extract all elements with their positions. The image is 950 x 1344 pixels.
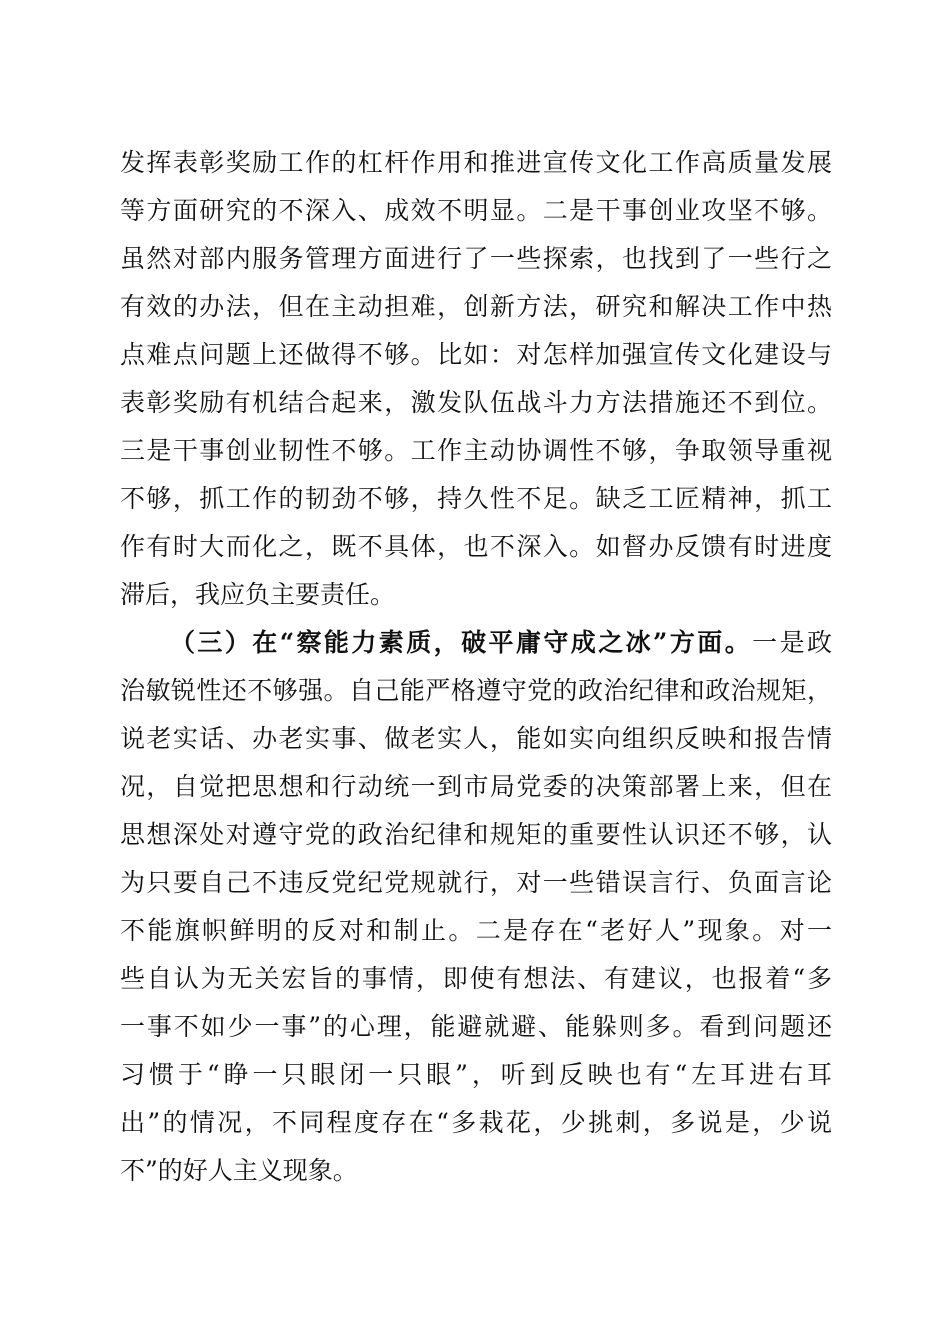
text-line: 不”的好人主义现象。 (120, 1156, 358, 1185)
section-3-first-line (120, 619, 832, 667)
text-line: 点难点问题上还做得不够。比如：对怎样加强宣传文化建设与 (120, 340, 832, 369)
body-text (120, 139, 832, 1195)
section-3-heading: （三）在“察能力素质，破平庸守成之冰”方面。 (170, 628, 753, 657)
text-line: 虽然对部内服务管理方面进行了一些探索，也找到了一些行之 (120, 244, 832, 273)
text-line: 些自认为无关宏旨的事情，即使有想法、有建议，也报着“多 (120, 964, 832, 993)
text-line: 三是干事创业韧性不够。工作主动协调性不够，争取领导重视 (120, 436, 832, 465)
section-3-first-line-rest: 一是政 (752, 628, 832, 657)
text-line: 一事不如少一事”的心理，能避就避、能躲则多。看到问题还 (120, 1012, 832, 1041)
text-line: 有效的办法，但在主动担难，创新方法，研究和解决工作中热 (120, 292, 832, 321)
text-line: 不能旗帜鲜明的反对和制止。二是存在“老好人”现象。对一 (120, 916, 832, 945)
text-line: 作有时大而化之，既不具体，也不深入。如督办反馈有时进度 (120, 532, 832, 561)
text-line: 滞后，我应负主要责任。 (120, 580, 396, 609)
text-line: 治敏锐性还不够强。自己能严格遵守党的政治纪律和政治规矩， (120, 676, 832, 705)
text-line: 况，自觉把思想和行动统一到市局党委的决策部署上来，但在 (120, 772, 832, 801)
text-line: 为只要自己不违反党纪党规就行，对一些错误言行、负面言论 (120, 868, 832, 897)
text-line: 习惯于“睁一只眼闭一只眼”，听到反映也有“左耳进右耳 (120, 1060, 832, 1089)
text-line: 思想深处对遵守党的政治纪律和规矩的重要性认识还不够，认 (120, 820, 832, 849)
text-line: 出”的情况，不同程度存在“多栽花，少挑刺，多说是，少说 (120, 1108, 832, 1137)
text-line: 等方面研究的不深入、成效不明显。二是干事创业攻坚不够。 (120, 196, 832, 225)
text-line: 发挥表彰奖励工作的杠杆作用和推进宣传文化工作高质量发展 (120, 148, 832, 177)
text-line: 不够，抓工作的韧劲不够，持久性不足。缺乏工匠精神，抓工 (120, 484, 832, 513)
text-line: 说老实话、办老实事、做老实人，能如实向组织反映和报告情 (120, 724, 832, 753)
text-line: 表彰奖励有机结合起来，激发队伍战斗力方法措施还不到位。 (120, 388, 832, 417)
